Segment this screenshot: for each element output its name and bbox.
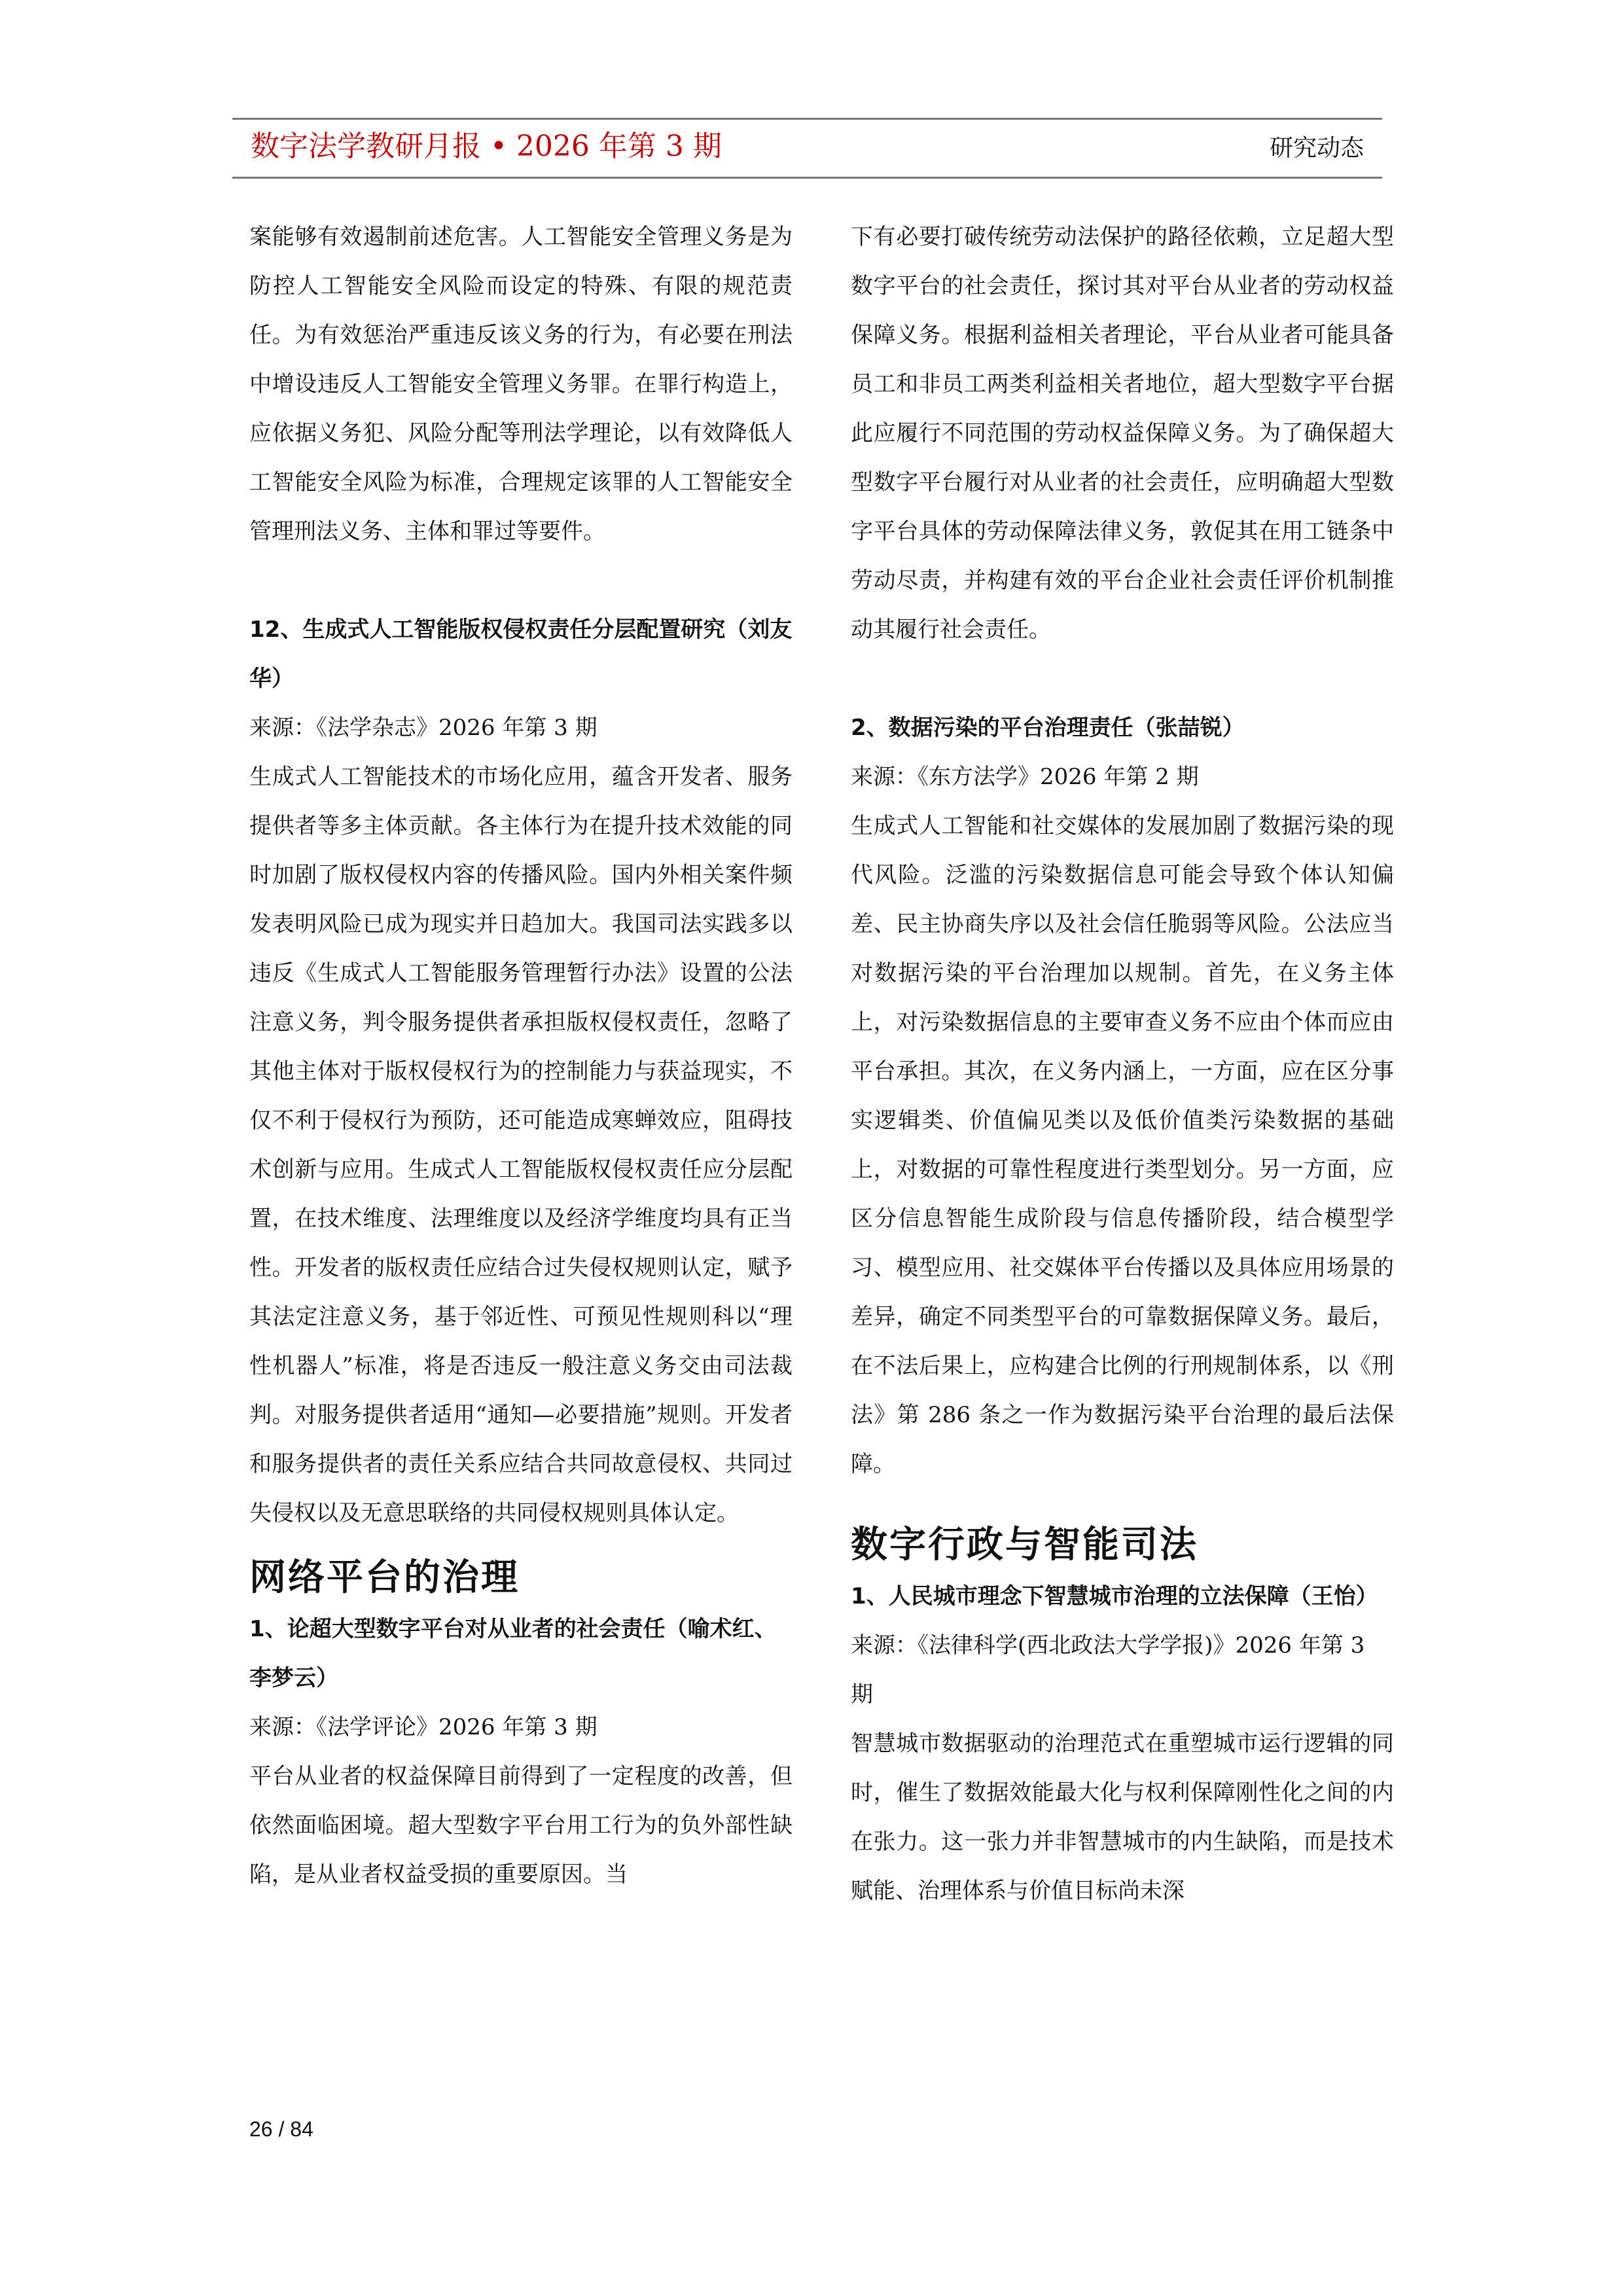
page-number: 26 / 84: [249, 2117, 313, 2141]
left-column: [249, 213, 793, 1899]
page-header: [232, 118, 1382, 179]
article-2-source: 来源：《东方法学》2026 年第 2 期: [851, 764, 1199, 790]
section1-article-1-title: 1、论超大型数字平台对从业者的社会责任（喻术红、李梦云）: [249, 1616, 777, 1691]
section1-article-1-source: 来源：《法学评论》2026 年第 3 期: [249, 1714, 597, 1740]
paragraph-continued: 下有必要打破传统劳动法保护的路径依赖，立足超大型数字平台的社会责任，探讨其对平台从业者的劳动权益保障义务。根据利益相关者理论，平台从业者可能具备员工和非员工两类利益相关者地位，超大型数字平台据此应履行不同范围的劳动权益保障义务。为了确保超大型数字平台履行对从业者的社会责任，应明确超大型数字平台具体的劳动保障法律义务，敦促其在用工链条中劳动尽责，并构建有效的平台企业社会责任评价机制推动其履行社会责任。: [851, 224, 1394, 643]
column-name: 研究动态: [1269, 135, 1364, 162]
article-12-source: 来源：《法学杂志》2026 年第 3 期: [249, 715, 597, 741]
article-2-title: 2、数据污染的平台治理责任（张喆锐）: [851, 715, 1245, 741]
section2-article-1-title: 1、人民城市理念下智慧城市治理的立法保障（王怡）: [851, 1583, 1378, 1609]
article-12-title: 12、生成式人工智能版权侵权责任分层配置研究（刘友华）: [249, 617, 793, 692]
section1-article-1-abstract: 平台从业者的权益保障目前得到了一定程度的改善，但依然面临困境。超大型数字平台用工行为的负外部性缺陷，是从业者权益受损的重要原因。当: [249, 1763, 793, 1888]
article-2-abstract: 生成式人工智能和社交媒体的发展加剧了数据污染的现代风险。泛滥的污染数据信息可能会导致个体认知偏差、民主协商失序以及社会信任脆弱等风险。公法应当对数据污染的平台治理加以规制。首先，在义务主体上，对污染数据信息的主要审查义务不应由个体而应由平台承担。其次，在义务内涵上，一方面，应在区分事实逻辑类、价值偏见类以及低价值类污染数据的基础上，对数据的可靠性程度进行类型划分。另一方面，应区分信息智能生成阶段与信息传播阶段，结合模型学习、模型应用、社交媒体平台传播以及具体应用场景的差异，确定不同类型平台的可靠数据保障义务。最后，在不法后果上，应构建合比例的行刑规制体系，以《刑法》第 286 条之一作为数据污染平台治理的最后法保障。: [851, 813, 1394, 1477]
right-column: [851, 213, 1394, 1916]
paragraph-continued: 案能够有效遏制前述危害。人工智能安全管理义务是为防控人工智能安全风险而设定的特殊、有限的规范责任。为有效惩治严重违反该义务的行为，有必要在刑法中增设违反人工智能安全管理义务罪。在罪行构造上，应依据义务犯、风险分配等刑法学理论，以有效降低人工智能安全风险为标准，合理规定该罪的人工智能安全管理刑法义务、主体和罪过等要件。: [249, 224, 793, 545]
section-title-digital-administration: 数字行政与智能司法: [851, 1524, 1198, 1566]
section-title-platform-governance: 网络平台的治理: [249, 1556, 520, 1599]
journal-title: 数字法学教研月报 • 2026 年第 3 期: [251, 130, 722, 163]
article-12-abstract: 生成式人工智能技术的市场化应用，蕴含开发者、服务提供者等多主体贡献。各主体行为在提升技术效能的同时加剧了版权侵权内容的传播风险。国内外相关案件频发表明风险已成为现实并日趋加大。我国司法实践多以违反《生成式人工智能服务管理暂行办法》设置的公法注意义务，判令服务提供者承担版权侵权责任，忽略了其他主体对于版权侵权行为的控制能力与获益现实，不仅不利于侵权行为预防，还可能造成寒蝉效应，阻碍技术创新与应用。生成式人工智能版权侵权责任应分层配置，在技术维度、法理维度以及经济学维度均具有正当性。开发者的版权责任应结合过失侵权规则认定，赋予其法定注意义务，基于邻近性、可预见性规则科以“理性机器人”标准，将是否违反一般注意义务交由司法裁判。对服务提供者适用“通知—必要措施”规则。开发者和服务提供者的责任关系应结合共同故意侵权、共同过失侵权以及无意思联络的共同侵权规则具体认定。: [249, 764, 793, 1526]
section2-article-1-abstract: 智慧城市数据驱动的治理范式在重塑城市运行逻辑的同时，催生了数据效能最大化与权利保障刚性化之间的内在张力。这一张力并非智慧城市的内生缺陷，而是技术赋能、治理体系与价值目标尚未深: [851, 1731, 1394, 1904]
section2-article-1-source: 来源：《法律科学(西北政法大学学报)》2026 年第 3 期: [851, 1632, 1365, 1708]
